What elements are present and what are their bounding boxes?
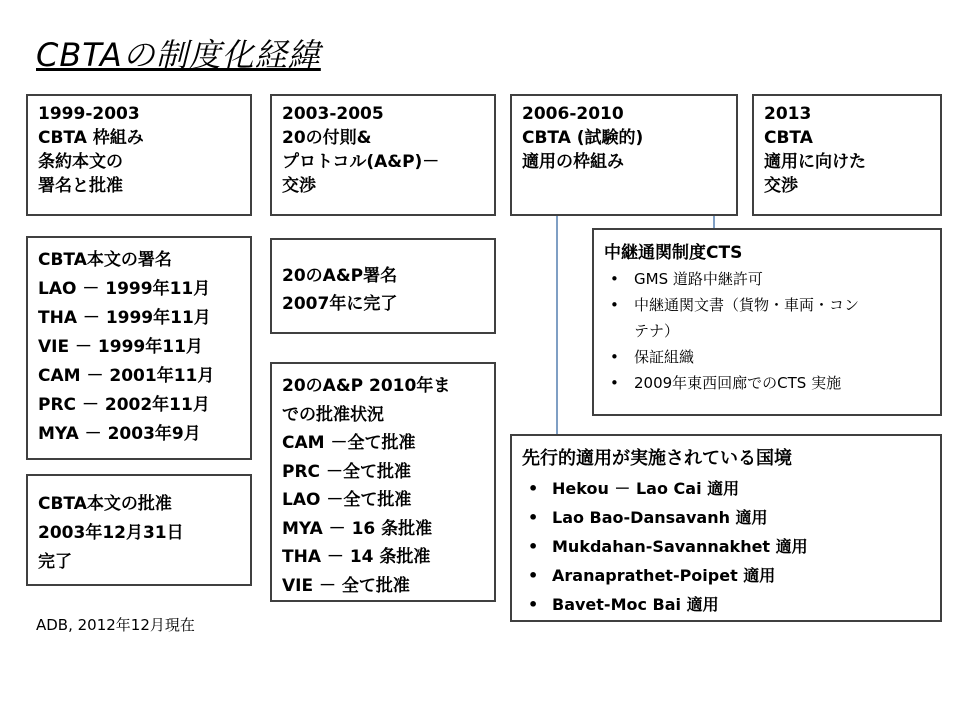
cbta-ratification-box	[26, 474, 252, 586]
phase-1-line: CBTA 枠組み	[38, 128, 144, 148]
borders-heading: 先行的適用が実施されている国境	[522, 448, 792, 469]
phase-4-line: 適用に向けた	[764, 152, 866, 172]
ratification-line: 2003年12月31日	[38, 523, 184, 543]
ap-status-item: CAM －全て批准	[282, 433, 416, 453]
phase-box-1999-2003	[26, 94, 252, 216]
border-item: • Hekou － Lao Cai 適用	[522, 474, 930, 503]
page-title: CBTAの制度化経緯	[36, 36, 321, 74]
phase-2-line: 2003-2005	[282, 104, 384, 124]
phase-2-line: 20の付則&	[282, 128, 372, 148]
phase-1-line: 1999-2003	[38, 104, 140, 124]
signing-item: CAM － 2001年11月	[38, 366, 215, 386]
phase-2-line: 交渉	[282, 176, 316, 196]
signing-item: PRC － 2002年11月	[38, 395, 210, 415]
ap-status-item: VIE － 全て批准	[282, 575, 410, 596]
ap-signing-line: 20のA&P署名	[282, 266, 398, 286]
border-item: • Bavet-Moc Bai 適用	[522, 590, 930, 619]
cts-item: • 2009年東西回廊でのCTS 実施	[604, 370, 930, 396]
signing-item: MYA － 2003年9月	[38, 424, 201, 444]
ap-status-heading: 20のA&P 2010年ま	[282, 376, 451, 396]
cts-heading: 中継通関制度CTS	[604, 243, 743, 263]
signing-item: VIE － 1999年11月	[38, 337, 203, 357]
phase-1-line: 署名と批准	[38, 176, 123, 196]
border-crossings-box	[510, 434, 942, 622]
signing-item: LAO － 1999年11月	[38, 279, 211, 299]
phase-4-line: 交渉	[764, 176, 798, 196]
cts-list	[604, 266, 930, 396]
phase-1-line: 条約本文の	[38, 152, 123, 172]
connector-line-phase3	[556, 216, 558, 436]
cts-item-continuation: テナ）	[634, 322, 680, 340]
phase-4-line: CBTA	[764, 128, 813, 148]
ap-status-item: LAO －全て批准	[282, 490, 412, 510]
phase-box-2013	[752, 94, 942, 216]
border-item: • Aranaprathet-Poipet 適用	[522, 561, 930, 590]
cts-item: • 中継通関文書（貨物・車両・コン	[604, 292, 930, 318]
phase-3-line: 2006-2010	[522, 104, 624, 124]
ap-signing-box	[270, 238, 496, 334]
phase-3-line: CBTA (試験的)	[522, 128, 644, 148]
cts-item: • GMS 道路中継許可	[604, 266, 930, 292]
borders-list	[522, 474, 930, 619]
ap-signing-line: 2007年に完了	[282, 294, 398, 314]
ap-status-item: THA － 14 条批准	[282, 547, 431, 567]
phase-3-line: 適用の枠組み	[522, 152, 624, 172]
ap-ratification-status-box	[270, 362, 496, 602]
signing-heading: CBTA本文の署名	[38, 250, 172, 270]
phase-box-2006-2010	[510, 94, 738, 216]
cts-item: • 保証組織	[604, 344, 930, 370]
phase-2-line: プロトコル(A&P)－	[282, 152, 440, 172]
border-item: • Mukdahan-Savannakhet 適用	[522, 532, 930, 561]
cbta-signing-box	[26, 236, 252, 460]
phase-box-2003-2005	[270, 94, 496, 216]
source-note: ADB, 2012年12月現在	[36, 616, 195, 634]
signing-item: THA － 1999年11月	[38, 308, 211, 328]
ratification-line: 完了	[38, 552, 72, 572]
ap-status-item: MYA － 16 条批准	[282, 518, 433, 539]
ap-status-heading: での批准状況	[282, 404, 384, 425]
cts-box	[592, 228, 942, 416]
border-item: • Lao Bao-Dansavanh 適用	[522, 503, 930, 532]
ap-status-item: PRC －全て批准	[282, 461, 411, 482]
phase-4-line: 2013	[764, 104, 812, 124]
ratification-line: CBTA本文の批准	[38, 494, 172, 514]
